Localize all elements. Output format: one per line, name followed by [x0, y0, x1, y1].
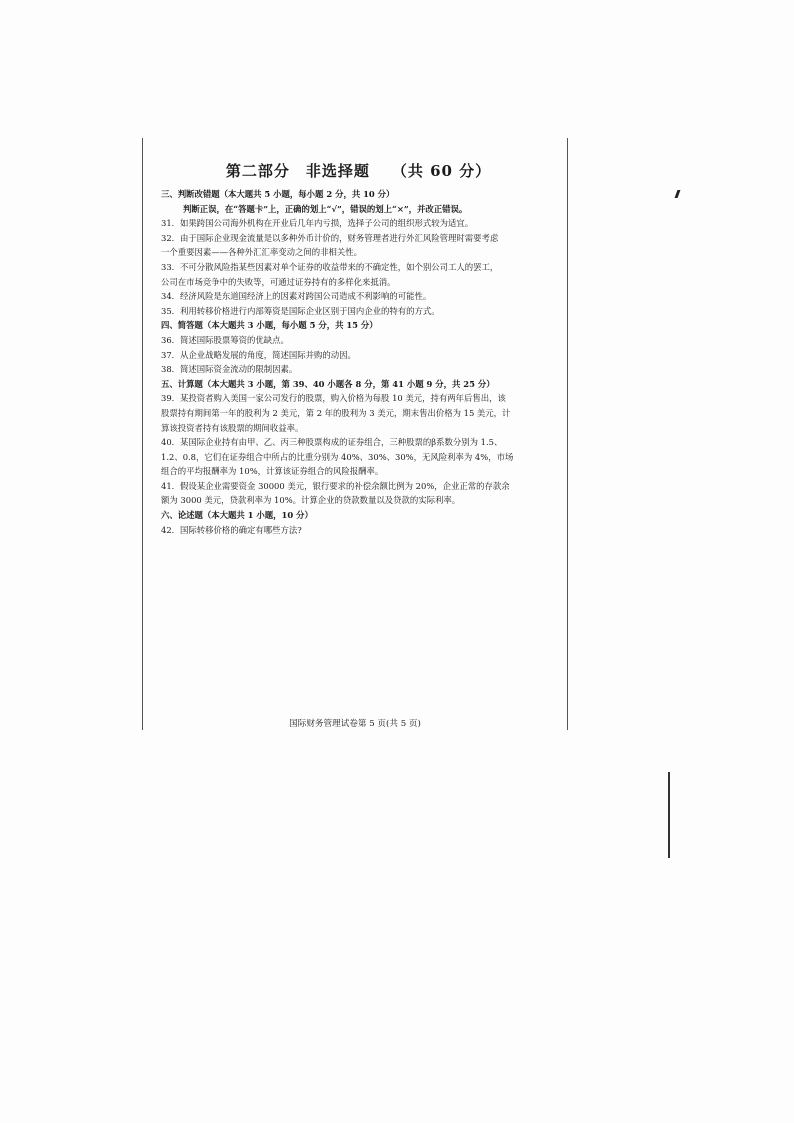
question-line: 一个重要因素——各种外汇汇率变动之间的非相关性。 [161, 247, 362, 258]
question-line: 组合的平均报酬率为 10%，计算该证券组合的风险报酬率。 [161, 466, 384, 477]
question-line: 38．简述国际资金流动的限制因素。 [161, 364, 298, 375]
question-line: 公司在市场竞争中的失败等，可通过证券持有的多样化来抵消。 [161, 276, 396, 287]
page-footer: 国际财务管理试卷第 5 页(共 5 页) [289, 719, 421, 729]
question-line: 六、论述题（本大题共 1 小题，10 分） [161, 510, 313, 521]
scan-edge-line [668, 772, 670, 858]
question-line: 39．某投资者购入美国一家公司发行的股票，购入价格为每股 10 美元，持有两年后售出，该 [161, 393, 506, 404]
question-line: 34．经济风险是东道国经济上的因素对跨国公司造成不利影响的可能性。 [161, 291, 432, 302]
question-line: 额为 3000 美元，贷款利率为 10%。计算企业的贷款数量以及贷款的实际利率。 [161, 495, 461, 506]
question-line: 1.2、0.8，它们在证券组合中所占的比重分别为 40%、30%、30%，无风险利率为 4%，市场 [161, 451, 514, 462]
exam-content [161, 160, 556, 537]
question-line: 41．假设某企业需要资金 30000 美元，银行要求的补偿余额比例为 20%，企业正常的存款余 [161, 480, 510, 491]
question-line: 四、简答题（本大题共 3 小题，每小题 5 分，共 15 分） [161, 320, 378, 331]
left-margin-rule [142, 138, 143, 730]
question-line: 36．简述国际股票筹资的优缺点。 [161, 334, 289, 345]
question-line: 42．国际转移价格的确定有哪些方法? [161, 524, 302, 535]
question-line: 35．利用转移价格进行内部筹资是国际企业区别于国内企业的特有的方式。 [161, 305, 440, 316]
question-line: 算该投资者持有该股票的期间收益率。 [161, 422, 304, 433]
question-line: 40．某国际企业持有由甲、乙、丙三种股票构成的证券组合，三种股票的β系数分别为 1.5、 [161, 437, 503, 448]
question-line: 37．从企业战略发展的角度，简述国际并购的动因。 [161, 349, 356, 360]
part-score-text: （共 60 分） [391, 162, 492, 180]
right-margin-rule [567, 138, 568, 730]
scan-mark [675, 190, 681, 198]
question-line: 三、判断改错题（本大题共 5 小题，每小题 2 分，共 10 分） [161, 189, 395, 199]
part-title [161, 160, 556, 181]
question-line: 33．不可分散风险指某些因素对单个证券的收益带来的不确定性，如个别公司工人的罢工， [161, 261, 499, 272]
part-title-text: 第二部分 非选择题 [225, 162, 370, 180]
question-line: 五、计算题（本大题共 3 小题，第 39、40 小题各 8 分，第 41 小题 9 分，共 25 分） [161, 378, 495, 389]
question-line: 判断正误，在“答题卡”上，正确的划上“√”，错误的划上“×”，并改正错误。 [183, 203, 468, 214]
question-line: 股票持有期间第一年的股利为 2 美元，第 2 年的股利为 3 美元，期末售出价格为 15 美元，计 [161, 407, 511, 418]
question-line: 32．由于国际企业现金流量是以多种外币计价的，财务管理者进行外汇风险管理时需要考虑 [161, 232, 499, 243]
question-line: 31．如果跨国公司海外机构在开业后几年内亏损，选择子公司的组织形式较为适宜。 [161, 218, 474, 229]
